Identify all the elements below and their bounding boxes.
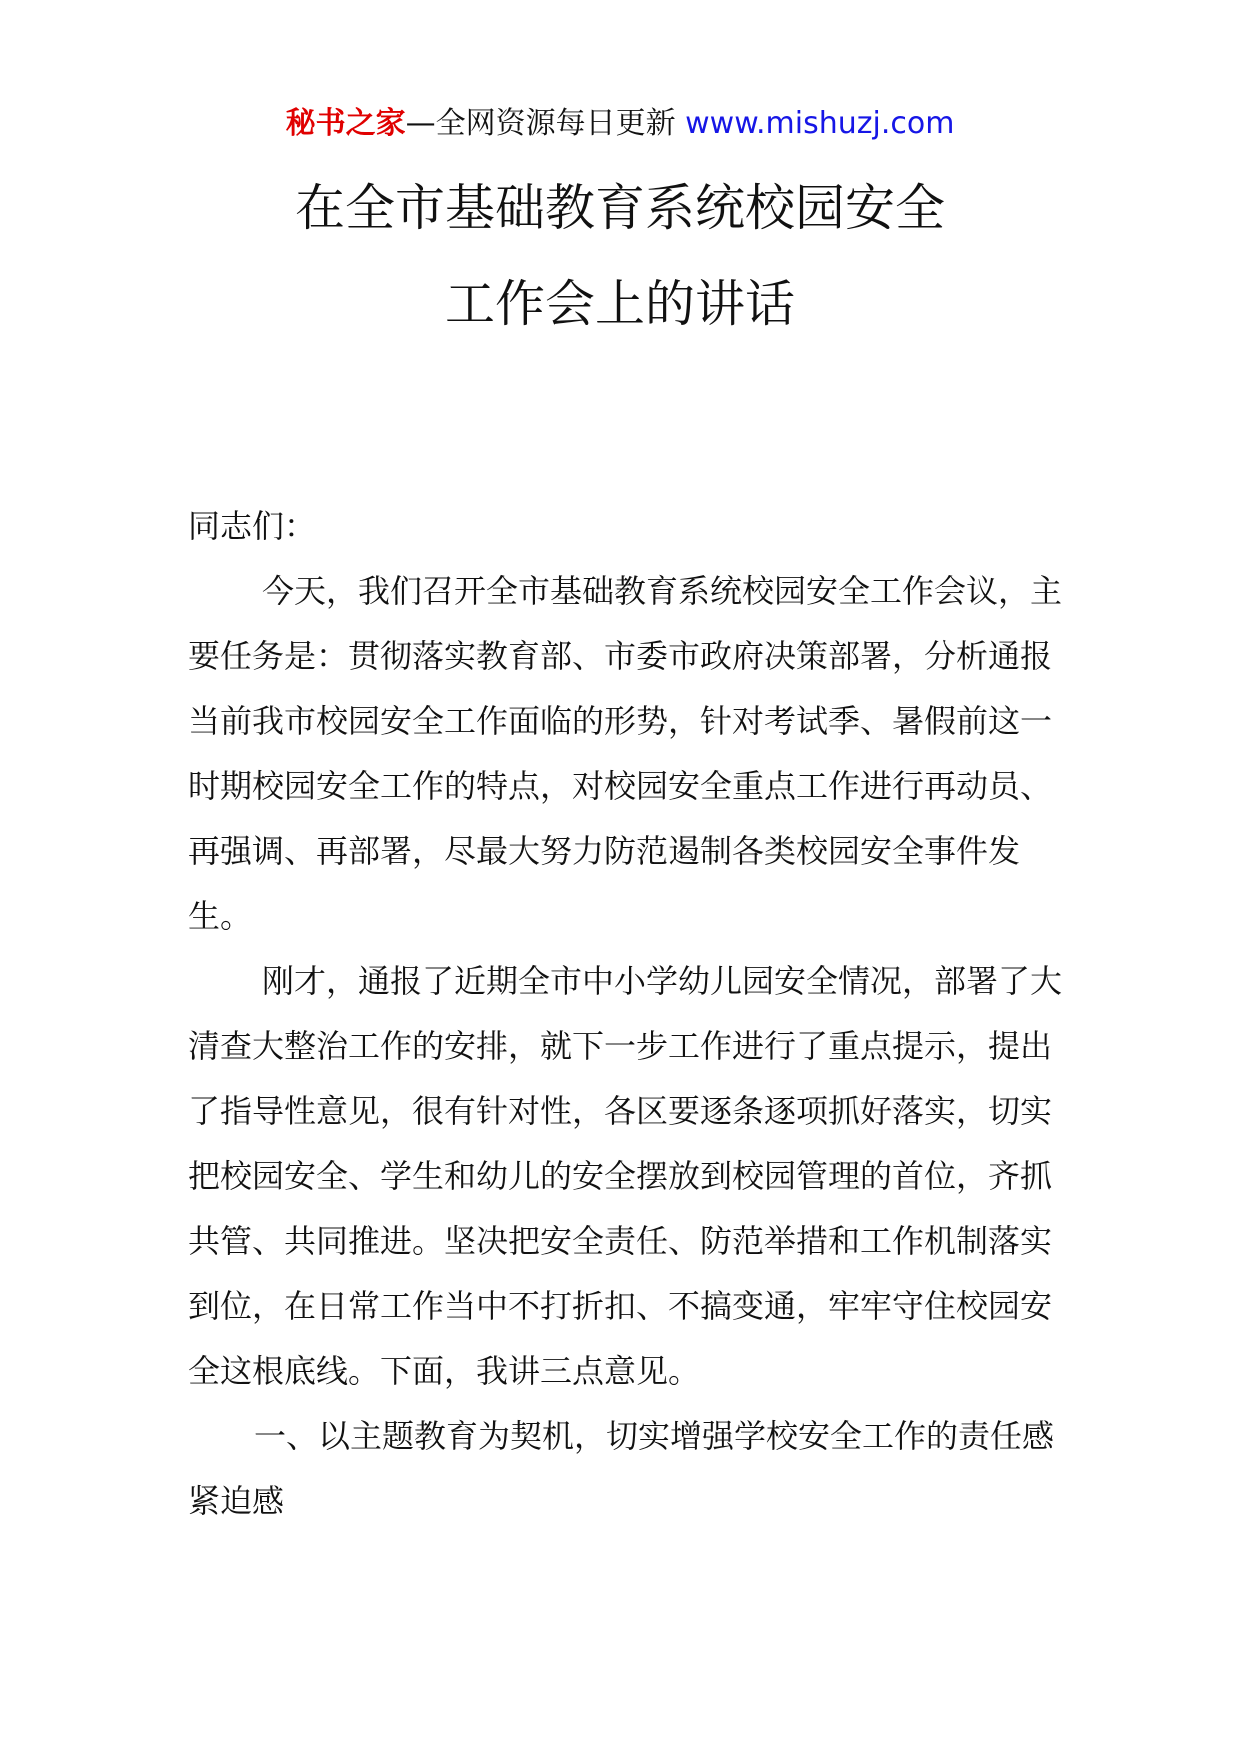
section-1-heading: 一、以主题教育为契机，切实增强学校安全工作的责任感紧迫感 [188,1417,1055,1520]
document-title-line-1: 在全市基础教育系统校园安全 [295,179,945,237]
paragraph-1: 今天，我们召开全市基础教育系统校园安全工作会议，主要任务是：贯彻落实教育部、市委市政府决策部署，分析通报当前我市校园安全工作面临的形势，针对考试季、暑假前这一时期校园安全工作的特点，对校园安全重点工作进行再动员、再强调、再部署，尽最大努力防范遏制各类校园安全事件发生。 [188,572,1063,935]
site-header [0,102,1240,146]
document-body [188,494,1068,1534]
site-tagline: —全网资源每日更新 [405,106,686,141]
document-title-line-2: 工作会上的讲话 [445,275,795,333]
site-url-link[interactable]: www.mishuzj.com [685,106,955,141]
paragraph-2: 刚才，通报了近期全市中小学幼儿园安全情况，部署了大清查大整治工作的安排，就下一步工作进行了重点提示，提出了指导性意见，很有针对性，各区要逐条逐项抓好落实，切实把校园安全、学生和幼儿的安全摆放到校园管理的首位，齐抓共管、共同推进。坚决把安全责任、防范举措和工作机制落实到位，在日常工作当中不打折扣、不搞变通，牢牢守住校园安全这根底线。下面，我讲三点意见。 [188,962,1063,1390]
salutation: 同志们： [188,507,317,545]
site-brand: 秘书之家 [285,106,406,141]
